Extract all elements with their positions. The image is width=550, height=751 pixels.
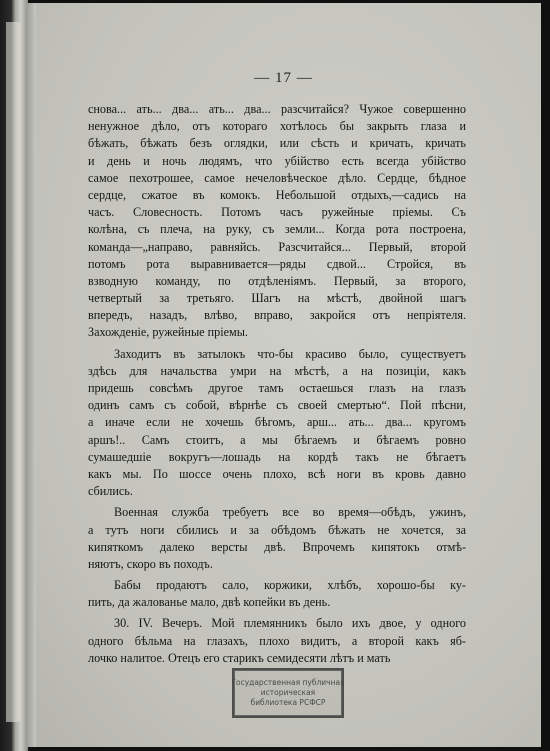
text-line: взводную команду, по отдѣленіямъ. Первый, за второго, [88, 273, 466, 288]
text-line: сбились. [88, 484, 133, 499]
paragraph [88, 101, 466, 342]
text-line: а тутъ ноги сбились и за обѣдомъ бѣжать не хочется, за [88, 522, 466, 537]
stamp-line: Государственная публичная [231, 678, 345, 687]
text-line: ненужное дѣло, отъ котораго хотѣлось бы закрыть глаза и [88, 119, 466, 134]
text-line: пить, да жалованье мало, двѣ копейки въ день. [88, 595, 331, 610]
text-line: бѣжать, бѣжать безъ оглядки, или сѣсть и кричать, кричать [88, 136, 466, 151]
text-line: команда—„направо, равняйсь. Разсчитайся... Первый, второй [88, 239, 466, 254]
text-line: аршъ!.. Самъ стоитъ, а мы бѣгаемъ и бѣгаемъ ровно [88, 432, 466, 447]
text-line: сумашедшiе вокругъ—лошадь на кордѣ такъ не бѣгаетъ [88, 449, 466, 464]
text-line: самое пехотрошее, самое нечеловѣческое дѣло. Сердце, бѣдное [88, 170, 466, 185]
text-line: снова... ать... два... ать... два... разсчитайся? Чужое совершенно [88, 102, 466, 116]
text-line: Захожденіе, ружейные пріемы. [88, 325, 248, 340]
text-line: впередъ, назадъ, влѣво, вправо, закройся отъ непріятеля. [88, 308, 466, 323]
text-line: колѣна, съ плеча, на руку, съ земли... Когда рота построена, [88, 222, 466, 237]
text-line: и день и ночь людямъ, что убійство есть всегда убійство [88, 153, 466, 168]
paragraph [88, 504, 466, 573]
text-line: какъ мы. По шоссе очень плохо, всѣ ноги въ кровь давно [88, 466, 466, 481]
paragraph [88, 346, 466, 501]
text-line: одинъ самъ съ собой, вѣрнѣе съ своей смертью“. Пой пѣсни, [88, 398, 466, 413]
text-line: здѣсь для начальства умри на мѣстѣ, а на позиціи, какъ [88, 363, 466, 378]
book-page [26, 3, 541, 747]
paragraph [88, 577, 466, 611]
book-spine-edge [0, 0, 28, 751]
text-line: Бабы продаютъ сало, коржики, хлѣбъ, хорошо-бы ку- [114, 578, 466, 593]
page-number: — 17 — [254, 70, 313, 86]
text-line: кипяткомъ далеко версты двѣ. Впрочемъ кипятокъ отмѣ- [88, 539, 466, 554]
text-line: часъ. Словесность. Потомъ часъ ружейные пріемы. Съ [88, 205, 466, 220]
paragraph [88, 615, 466, 667]
text-line: потомъ рота выравнивается—ряды сдвой... Стройся, въ [88, 256, 466, 271]
text-line: 30. IV. Вечеръ. Мой племянникъ было ихъ двое, у одного [114, 616, 466, 631]
text-line: лочко налитое. Отецъ его старикъ семидесяти лѣтъ и мать [88, 650, 391, 665]
text-line: няютъ, скоро въ походъ. [88, 556, 213, 571]
text-line: четвертый за третьяго. Шагъ на мѣстѣ, двойной шагъ [88, 291, 466, 306]
stamp-line: библиотека РСФСР [250, 698, 326, 707]
library-stamp [232, 668, 344, 718]
text-line: Военная служба требуетъ все во время—обѣдъ, ужинъ, [114, 505, 466, 520]
body-text [88, 101, 466, 671]
text-line: а иначе если не хочешь бѣгомъ, арш... ать... два... кругомъ [88, 415, 466, 430]
text-line: придешь совсѣмъ другое тамъ остаешься глазъ на глазъ [88, 381, 466, 395]
text-line: одного бѣльма на глазахъ, плохо видитъ, а второй какъ яб- [88, 633, 466, 648]
text-line: сердце, сжатое въ комокъ. Небольшой отдыхъ,—садись на [88, 187, 466, 202]
stamp-line: историческая [260, 688, 316, 697]
text-line: Заходитъ въ затылокъ что-бы красиво было, существуетъ [114, 346, 466, 361]
